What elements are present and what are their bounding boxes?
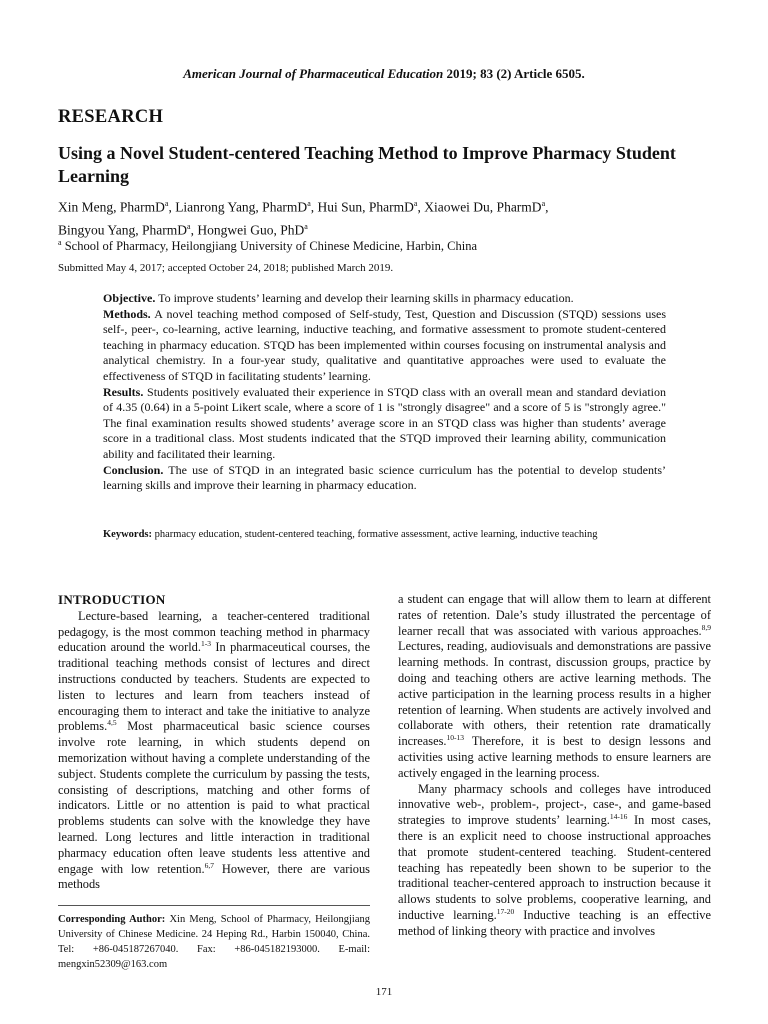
body-text: However, there are various methods bbox=[58, 861, 370, 892]
affiliation-mark: a bbox=[58, 238, 62, 247]
corresponding-text: Xin Meng, School of Pharmacy, Heilongjiang University of Chinese Medicine. 24 Heping Rd., Harbin 150040, China. Tel: +86-045187267040. Fax: +86-045182193000. E-mail: mengxin52309@163.com bbox=[58, 914, 370, 970]
conclusion-label: Conclusion. bbox=[103, 462, 164, 477]
intro-paragraph-1 bbox=[58, 609, 370, 893]
introduction-heading: INTRODUCTION bbox=[58, 592, 166, 607]
citation-ref: 1-3 bbox=[200, 639, 211, 649]
author-affiliation-mark: a bbox=[413, 199, 418, 208]
body-text: Many pharmacy schools and colleges have introduced innovative web-, problem-, project-, case-, and game-based strategies to improve students’ learning. bbox=[398, 781, 711, 828]
intro-paragraph-1-continued bbox=[398, 592, 711, 782]
body-text: In pharmaceutical courses, the traditional teaching methods consist of lectures and direct instructions conducted by teachers. Students are expected to listen to lectures and learn from teachers instead of encouraging them to interact and take the initiative to analyze problems. bbox=[58, 640, 370, 734]
body-text: In most cases, there is an explicit need to choose instructional approaches that promote student-centered teaching. Student-centered teaching has repeatedly been shown to be superior to the traditional teacher-centered approach to instruction because it allows students to solve problems, cooperative learning, and inductive learning. bbox=[398, 813, 711, 922]
author-affiliation-mark: a bbox=[307, 199, 311, 208]
abstract bbox=[103, 291, 666, 494]
methods-text: A novel teaching method composed of Self-study, Test, Question and Discussion (STQD) sessions uses self-, peer-, co-learning, active learning, inductive teaching, and formative assessment to promote student-centered teaching in pharmacy education. STQD has been implemented within courses focusing on instrumental analysis and analytical chemistry. In a four-year study, qualitative and quantitative approaches were used to evaluate the effectiveness of STQD in facilitating students’ learning. bbox=[103, 306, 666, 383]
abstract-methods bbox=[103, 307, 666, 385]
author-name: Hui Sun, PharmD bbox=[317, 199, 414, 215]
article-title: Using a Novel Student-centered Teaching Method to Improve Pharmacy Student Learning bbox=[58, 143, 676, 186]
abstract-objective bbox=[103, 291, 666, 307]
abstract-results bbox=[103, 385, 666, 463]
body-text: Inductive teaching is an effective method of linking theory with practice and involves bbox=[398, 907, 711, 938]
author-name: Hongwei Guo, PhD bbox=[197, 222, 305, 237]
intro-paragraph-2 bbox=[398, 782, 711, 940]
keywords bbox=[103, 528, 666, 542]
affiliation-text: School of Pharmacy, Heilongjiang University of Chinese Medicine, Harbin, China bbox=[61, 239, 477, 254]
keywords-label: Keywords: bbox=[103, 529, 152, 540]
author-separator: , bbox=[168, 199, 176, 215]
author-name: Xiaowei Du, PharmD bbox=[424, 199, 542, 215]
author-name: Xin Meng, PharmD bbox=[58, 199, 165, 215]
author-separator: , bbox=[545, 199, 549, 215]
body-text: Lecture-based learning, a teacher-centered traditional pedagogy, is the most common teaching method in pharmacy education around the world. bbox=[58, 608, 370, 655]
page-number: 171 bbox=[375, 986, 393, 998]
author-affiliation-mark: a bbox=[304, 221, 308, 231]
methods-label: Methods. bbox=[103, 306, 151, 321]
citation-ref: 14-16 bbox=[609, 812, 628, 822]
results-label: Results. bbox=[103, 384, 144, 399]
keywords-text: pharmacy education, student-centered teaching, formative assessment, active learning, inductive teaching bbox=[152, 529, 598, 540]
body-text: Most pharmaceutical basic science courses involve rote learning, in which students depend on memorization without having a complete understanding of the subject. Students complete the curriculum by passing the tests, consisting of descriptions, matching and other forms of indicators. Little or no attention is paid to what practical problems students can solve with the knowledge they have learned. Long lectures and little interaction in traditional pharmacy education often leave students less attentive and engage with low retention. bbox=[58, 719, 370, 876]
author-affiliation-mark: a bbox=[164, 199, 169, 208]
author-separator: , bbox=[417, 199, 425, 215]
footnote-divider bbox=[58, 905, 370, 906]
journal-issue: 2019; 83 (2) Article 6505. bbox=[443, 66, 585, 81]
objective-text: To improve students’ learning and develop their learning skills in pharmacy education. bbox=[155, 291, 574, 305]
citation-ref: 17-20 bbox=[496, 906, 515, 916]
author-separator: , bbox=[310, 199, 318, 215]
author-affiliation-mark: a bbox=[541, 199, 546, 208]
citation-ref: 8,9 bbox=[701, 622, 711, 632]
author-name: Bingyou Yang, PharmD bbox=[58, 222, 188, 237]
author-affiliation-mark: a bbox=[187, 221, 191, 231]
body-text: Therefore, it is best to design lessons and activities using active learning methods to ensure learners are actively engaged in the learning process. bbox=[398, 734, 711, 780]
citation-ref: 4,5 bbox=[107, 718, 117, 728]
author-separator: , bbox=[190, 222, 198, 237]
corresponding-label: Corresponding Author: bbox=[58, 914, 166, 925]
abstract-conclusion bbox=[103, 463, 666, 494]
affiliation bbox=[58, 238, 477, 254]
author-name: Lianrong Yang, PharmD bbox=[175, 199, 308, 215]
citation-ref: 6,7 bbox=[204, 860, 214, 870]
publication-dates: Submitted May 4, 2017; accepted October 24, 2018; published March 2019. bbox=[58, 262, 394, 274]
journal-citation bbox=[0, 66, 768, 82]
conclusion-text: The use of STQD in an integrated basic science curriculum has the potential to develop students’ learning skills and improve their learning in pharmacy education. bbox=[103, 462, 666, 493]
author-list bbox=[58, 194, 718, 239]
body-text: Lectures, reading, audiovisuals and demonstrations are passive learning methods. In contrast, discussion groups, practice by doing and teaching others are active learning methods. The active participation in the learning process results in a higher retention of learning. When students are actively involved and collaborate with others, their retention rate dramatically increases. bbox=[398, 639, 711, 749]
body-text: a student can engage that will allow them to learn at different rates of retention. Dale’s study illustrated the percentage of learner recall that was associated with various approaches. bbox=[398, 592, 711, 638]
section-label: RESEARCH bbox=[58, 107, 164, 127]
corresponding-author bbox=[58, 912, 370, 972]
journal-name: American Journal of Pharmaceutical Education bbox=[183, 66, 444, 81]
results-text: Students positively evaluated their experience in STQD class with an overall mean and standard deviation of 4.35 (0.64) in a 5-point Likert scale, where a score of 1 is "strongly disagree" and a score of 5 is "strongly agree." The final examination results showed students’ average score in an STQD class was higher than students’ average score in a traditional class. Most students indicated that the STQD improved their learning ability, communication ability and facilitated their learning. bbox=[103, 384, 666, 461]
objective-label: Objective. bbox=[103, 291, 156, 305]
right-column bbox=[398, 592, 711, 940]
left-column bbox=[58, 592, 370, 893]
citation-ref: 10-13 bbox=[446, 733, 465, 743]
